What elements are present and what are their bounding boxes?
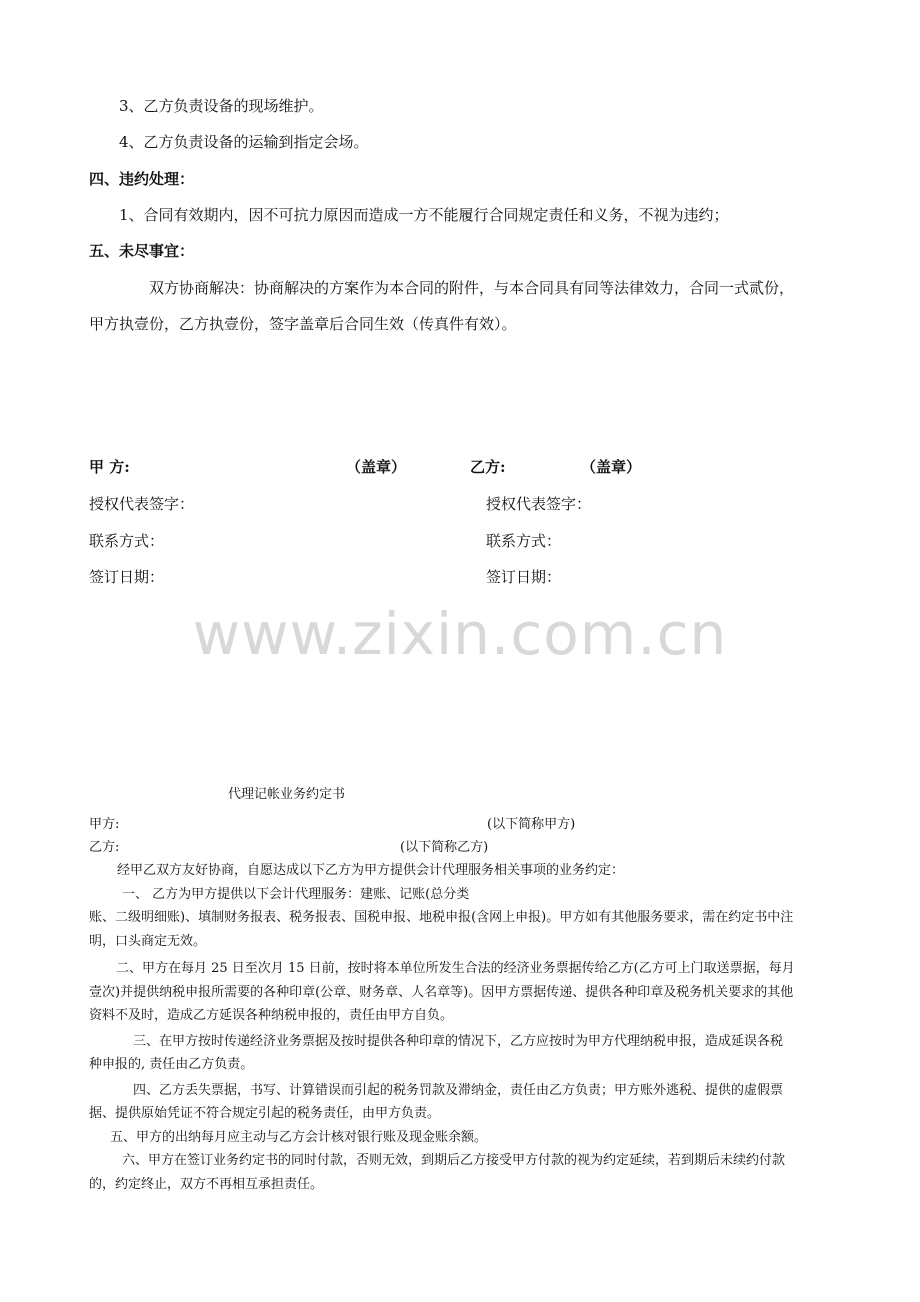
contact-b: 联系方式： — [486, 532, 562, 550]
clause-4-line-2: 据、提供原始凭证不符合规定引起的税务责任，由甲方负责。 — [89, 1106, 441, 1121]
clause-3-line-1: 三、在甲方按时传递经济业务票据及按时提供各种印章的情况下，乙方应按时为甲方代理纳税申报，造成延误各税 — [133, 1034, 784, 1049]
section-5-line-1: 双方协商解决：协商解决的方案作为本合同的附件，与本合同具有同等法律效力，合同一式贰份， — [149, 279, 795, 297]
section-4-title: 四、违约处理： — [89, 170, 195, 188]
section-4-item-1: 1、合同有效期内，因不可抗力原因而造成一方不能履行合同规定责任和义务，不视为违约； — [119, 206, 729, 224]
clause-1-line-2: 账、二级明细账)、填制财务报表、税务报表、国税申报、地税申报(含网上申报)。甲方如有其他服务要求，需在约定书中注 — [89, 910, 794, 925]
section-5-title: 五、未尽事宜： — [89, 242, 195, 260]
agreement-party-a-note: (以下简称甲方) — [487, 817, 576, 832]
party-a-label: 甲 方: — [89, 458, 130, 476]
sign-date-b: 签订日期： — [486, 568, 562, 586]
contact-a: 联系方式： — [89, 532, 165, 550]
agreement-intro: 经甲乙双方友好协商，自愿达成以下乙方为甲方提供会计代理服务相关事项的业务约定： — [117, 863, 625, 878]
clause-2-line-3: 资料不及时，造成乙方延误各种纳税申报的，责任由甲方自负。 — [89, 1008, 454, 1023]
clause-1-line-3: 明，口头商定无效。 — [89, 934, 207, 949]
item-4: 4、乙方负责设备的运输到指定会场。 — [119, 133, 369, 151]
clause-2-line-2: 壹次)并提供纳税申报所需要的各种印章(公章、财务章、人名章等)。因甲方票据传递、提供各种印章及税务机关要求的其他 — [89, 985, 794, 1000]
clause-2-line-1: 二、甲方在每月 25 日至次月 15 日前，按时将本单位所发生合法的经济业务票据传给乙方(乙方可上门取送票据，每月 — [116, 961, 795, 976]
party-a-seal: （盖章） — [346, 458, 407, 476]
rep-signature-b: 授权代表签字： — [486, 495, 592, 513]
agreement-party-b: 乙方: — [89, 840, 120, 855]
sign-date-a: 签订日期： — [89, 568, 165, 586]
agreement-party-a: 甲方: — [89, 817, 120, 832]
agreement-title: 代理记帐业务约定书 — [228, 787, 346, 802]
section-5-line-2: 甲方执壹份，乙方执壹份，签字盖章后合同生效（传真件有效）。 — [89, 315, 517, 333]
clause-4-line-1: 四、乙方丢失票据，书写、计算错误而引起的税务罚款及滞纳金，责任由乙方负责；甲方账外逃税、提供的虚假票 — [133, 1083, 784, 1098]
watermark: www.zixin.com.cn — [192, 600, 728, 668]
clause-1-line-1: 一、 乙方为甲方提供以下会计代理服务：建账、记账(总分类 — [122, 887, 470, 902]
party-b-seal: （盖章） — [581, 458, 642, 476]
agreement-party-b-note: (以下简称乙方) — [400, 840, 489, 855]
clause-5-line-1: 五、甲方的出纳每月应主动与乙方会计核对银行账及现金账余额。 — [110, 1130, 488, 1145]
clause-6-line-1: 六、甲方在签订业务约定书的同时付款，否则无效，到期后乙方接受甲方付款的视为约定延续，若到期后未续约付款 — [122, 1153, 786, 1168]
item-3: 3、乙方负责设备的现场维护。 — [119, 97, 324, 115]
party-b-label: 乙方: — [470, 458, 506, 476]
clause-3-line-2: 种申报的, 责任由乙方负责。 — [89, 1057, 254, 1072]
clause-6-line-2: 的，约定终止，双方不再相互承担责任。 — [89, 1177, 324, 1192]
rep-signature-a: 授权代表签字： — [89, 495, 195, 513]
